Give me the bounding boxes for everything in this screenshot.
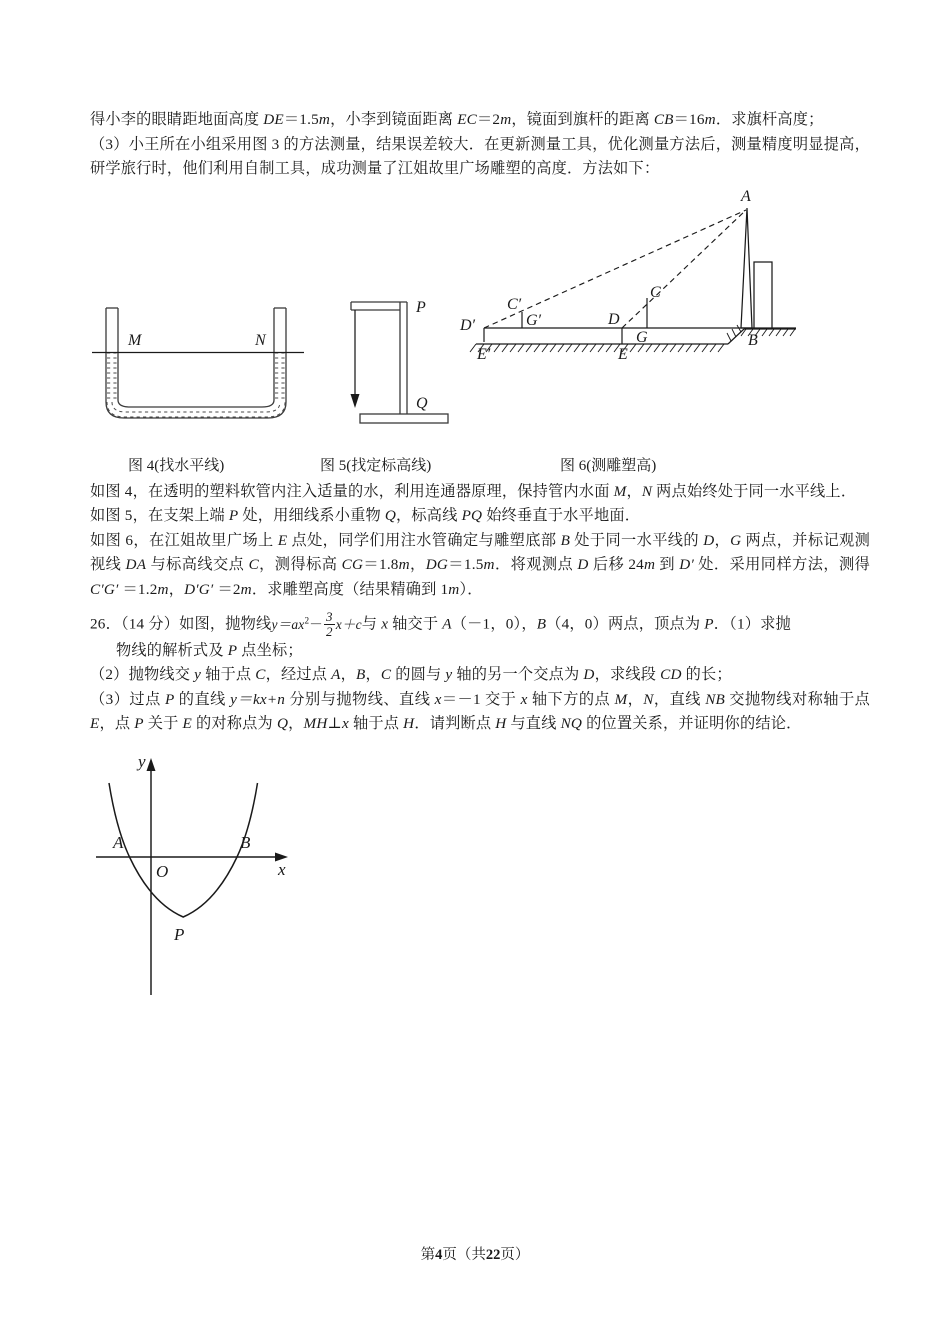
unit-m-2: m [500,111,512,128]
point-P-p3-2: P [134,715,144,733]
q26-p2-h: ，求线段 [594,666,661,684]
segment-EC: EC [457,111,477,128]
paragraph-figure5-description [90,504,870,529]
point-P-line2: P [227,641,238,659]
label-vertex-P: P [174,924,185,944]
axis-y-2: y [445,666,453,684]
label-B: B [748,331,758,349]
q26-p3-k: 的对称点为 [192,715,277,733]
q26-p2-c: ，经过点 [265,666,332,684]
point-E-p3-2: E [182,715,193,733]
q26-p2-f: 的圆与 [391,666,446,684]
q26-p3-c: 分别与抛物线、直线 [285,690,435,708]
line-equation-kx-n: y＝kx+n [230,690,286,708]
q26-number: 26．（14 分）如图，抛物线 [90,615,272,633]
question-26-part3 [90,688,870,737]
p5-k: ．将观测点 [494,556,578,573]
label-P: P [416,298,426,316]
unit-m-6: m [643,556,656,573]
footer-middle: 页（共 [442,1247,486,1263]
q26-p2-d: ， [340,666,356,684]
q26-p3-n: 轴于点 [348,715,404,733]
p5-a: 如图 6，在江姐故里广场上 [90,531,278,549]
q26-p3-e: 轴下方的点 [527,690,615,708]
footer-page-number: 4 [435,1247,443,1263]
segment-CprimeGprime: C′G′ [90,580,119,598]
label-axis-y: y [138,751,146,771]
point-C-q26: C [255,666,266,684]
caption-6-text: (测雕塑高) [586,457,657,474]
axis-x-p3-2: x [520,690,528,708]
label-A: A [741,187,751,205]
eq-y-a: y＝a [271,616,299,632]
point-N-p3: N [643,690,654,708]
label-point-A: A [113,832,124,852]
unit-m-8: m [240,580,252,598]
q26-p3-d: ＝－1 交于 [441,690,521,708]
figure-5-plumb-stand [338,290,458,435]
point-A-q26: A [442,615,452,633]
p1-text-b: ＝1.5 [283,111,319,128]
label-axis-x: x [278,859,286,879]
p5-g2: ，测得标高 [258,556,342,573]
paragraph-figure4-description [90,480,870,505]
sightline-D-A [622,210,746,328]
p1-text-d: ＝2 [477,111,501,128]
point-B: B [560,531,571,549]
p5-e2: 两点，并标记观测视线 [90,531,871,573]
segment-DA: DA [125,556,147,573]
p5-q: ， [168,580,185,598]
q26-line2-a: 物线的解析式及 [116,641,228,659]
segment-DprimeGprime: D′G′ [184,580,214,598]
p4-b: 处，用细线系小重物 [238,507,385,524]
base-plate [360,414,448,423]
eq-xc: x＋c [335,616,362,632]
tube-outer-wall [106,308,286,418]
unit-m-4: m [398,556,410,573]
figure-5-svg [338,290,458,430]
segment-DE: DE [263,111,284,128]
q26-p3-a: （3）过点 [90,690,166,708]
p1-text-g: ．求旗杆高度； [715,111,824,128]
q26-p3-o: ．请判断点 [414,715,496,733]
point-M: M [613,482,627,500]
label-N: N [255,331,266,349]
unit-m-7: m [157,580,169,598]
q26-p2-e: ， [365,666,381,684]
q26-p3-l: ， [288,715,304,733]
paragraph-figure6-description [90,529,870,603]
q26-p2-a: （2）抛物线交 [90,666,195,684]
sculpture-base-block [754,262,772,328]
y-axis-arrow-icon [147,758,156,771]
ground-hatching-left [470,344,724,352]
point-B-p2: B [356,666,366,684]
segment-CG: CG [341,556,364,573]
segment-PQ: PQ [461,507,483,524]
q26-tail-e: ．（1）求抛 [713,615,791,633]
p5-s: ．求雕塑高度（结果精确到 1 [251,580,449,598]
label-Gprime: G′ [526,311,542,329]
segment-MH: MH [303,715,328,733]
caption-figure-5 [320,454,431,475]
p4-a: 如图 5，在支架上端 [90,507,229,524]
water-fill-left [107,353,117,398]
water-fill-right [275,353,285,398]
parabola-curve [109,783,258,917]
segment-CB: CB [653,111,674,128]
label-point-B: B [240,832,251,852]
line-NQ: NQ [560,715,583,733]
p5-d: ， [714,531,731,549]
point-G: G [730,531,742,549]
fraction-numerator: 3 [326,608,333,624]
unit-m-1: m [318,111,331,128]
label-Cprime: C′ [507,295,522,313]
parabola-graph-container [90,737,870,1037]
segment-DG: DG [425,556,449,573]
label-Eprime: E′ [477,345,491,363]
unit-m-5: m [483,556,495,573]
p5-j: ＝1.5 [448,556,484,573]
p3-c: 两点始终处于同一水平线上． [652,482,857,500]
label-M: M [128,331,142,349]
caption-4-text: (找水平线) [154,457,225,474]
q26-equation [271,608,362,639]
q26-tail-d: （4，0）两点，顶点为 [546,615,705,633]
axis-x-p3-3: x [342,715,349,733]
caption-6-num: 图 6 [560,457,587,474]
label-Q: Q [416,394,428,412]
figure-4-water-level [92,290,304,435]
p1-text-a: 得小李的眼睛距地面高度 [90,111,264,128]
point-Q-p3: Q [276,715,289,733]
q26-tail-b: 轴交于 [388,615,443,633]
caption-figure-6 [560,454,656,475]
q26-p3-perp: ⊥ [327,715,343,733]
label-D: D [608,310,620,328]
q26-tail-c: （－1，0）， [451,615,537,633]
q26-p3-p: 与直线 [506,715,561,733]
p5-r: ＝2 [213,580,241,598]
tube-inner-wall [118,308,274,407]
point-Q: Q [384,507,397,524]
p5-h: ＝1.8 [363,556,399,573]
figure-6-sculpture [458,182,820,439]
point-D: D [703,531,715,549]
figure-captions [90,454,870,480]
plumb-weight-arrow-icon [351,394,360,408]
axis-x-1: x [381,615,389,633]
axis-x-p3: x [434,690,442,708]
p4-d: 始终垂直于水平地面． [482,507,641,524]
label-origin-O: O [156,861,169,881]
p1-text-e: ，镜面到旗杆的距离 [511,111,654,128]
eq-minus: － [309,616,323,632]
p5-o: 处．采用同样方法，测得 [693,556,871,573]
q26-p3-b: 的直线 [174,690,231,708]
point-Dprime: D′ [679,556,694,573]
question-26-part2 [90,663,870,688]
paragraph-mirror-measurement [90,108,870,133]
page-content [90,108,870,1037]
question-26-stem [90,608,870,639]
p3-b: ， [626,482,642,500]
p5-t: ）． [459,580,483,598]
point-C-p2: C [380,666,392,684]
p5-c: 处于同一水平线的 [570,531,704,549]
q26-p2-g: 轴的另一个交点为 [452,666,584,684]
label-C: C [650,283,661,301]
unit-m-3: m [704,111,716,128]
page-footer [0,1243,950,1264]
p4-c: ，标高线 [396,507,462,524]
point-H-p3-2: H [495,715,507,733]
label-E: E [618,345,628,363]
point-P-q26: P [704,615,714,633]
point-C: C [248,556,259,573]
p1-text-f: ＝16 [673,111,705,128]
point-H-p3: H [403,715,415,733]
q26-p3-q: 的位置关系，并证明你的结论． [582,715,802,733]
eq-exponent: 2 [304,615,310,625]
point-E-p3: E [90,715,100,733]
p5-i: ， [409,556,426,573]
q26-p3-j: 关于 [143,715,183,733]
p5-n: 到 [655,556,680,573]
point-N: N [641,482,653,500]
q26-line2-b: 点坐标； [237,641,303,659]
segment-CD: CD [660,666,682,684]
p1-text-c: ，小李到镜面距离 [330,111,458,128]
point-E: E [277,531,288,549]
unit-m-9: m [448,580,460,598]
point-P-p3: P [165,690,175,708]
footer-prefix: 第 [420,1247,436,1263]
fraction-denominator: 2 [326,623,333,639]
q26-tail-a: 与 [361,615,382,633]
label-Dprime: D′ [460,316,476,334]
p5-f: 与标高线交点 [146,556,249,573]
q26-p2-i: 的长； [681,666,732,684]
q26-p3-g: ，直线 [653,690,706,708]
figure-6-svg [458,182,820,434]
parabola-graph-svg [94,747,354,1037]
label-G: G [636,328,648,346]
axis-y-1: y [194,666,202,684]
p5-p: ＝1.2 [118,580,158,598]
q26-p3-h: 交抛物线对称轴于点 [725,690,871,708]
p5-l: 后移 24 [588,556,644,573]
p5-b: 点处，同学们用注水管确定与雕塑底部 [287,531,561,549]
caption-4-num: 图 4 [128,457,155,474]
point-D-2: D [577,556,589,573]
water-fill-bottom-a [107,402,285,417]
caption-5-text: (找定标高线) [346,457,432,474]
figure-strip [90,182,870,454]
q26-p3-i: ，点 [99,715,135,733]
sculpture-spire [741,208,752,328]
line-NB: NB [705,690,726,708]
footer-suffix: 页） [500,1247,530,1263]
point-M-p3: M [614,690,628,708]
question-26-part1-cont [90,639,870,664]
point-A-p2: A [331,666,341,684]
q26-p2-b: 轴于点 [201,666,256,684]
eq-fraction-three-halves [324,610,335,639]
p3-a: 如图 4，在透明的塑料软管内注入适量的水，利用连通器原理，保持管内水面 [90,482,614,500]
figure-4-svg [92,290,304,430]
caption-figure-4 [128,454,224,475]
point-B-q26: B [536,615,547,633]
q26-p3-f: ， [627,690,644,708]
footer-total-pages: 22 [485,1247,501,1263]
point-P: P [228,507,239,524]
eq-x: x [298,616,305,632]
caption-5-num: 图 5 [320,457,347,474]
paragraph-part3-intro: （3）小王所在小组采用图 3 的方法测量，结果误差较大．在更新测量工具，优化测量方法后，测量精度明显提高，研学旅行时，他们利用自制工具，成功测量了江姐故里广场雕塑的高度．方法如下： [90,135,870,177]
point-D-p2: D [583,666,595,684]
